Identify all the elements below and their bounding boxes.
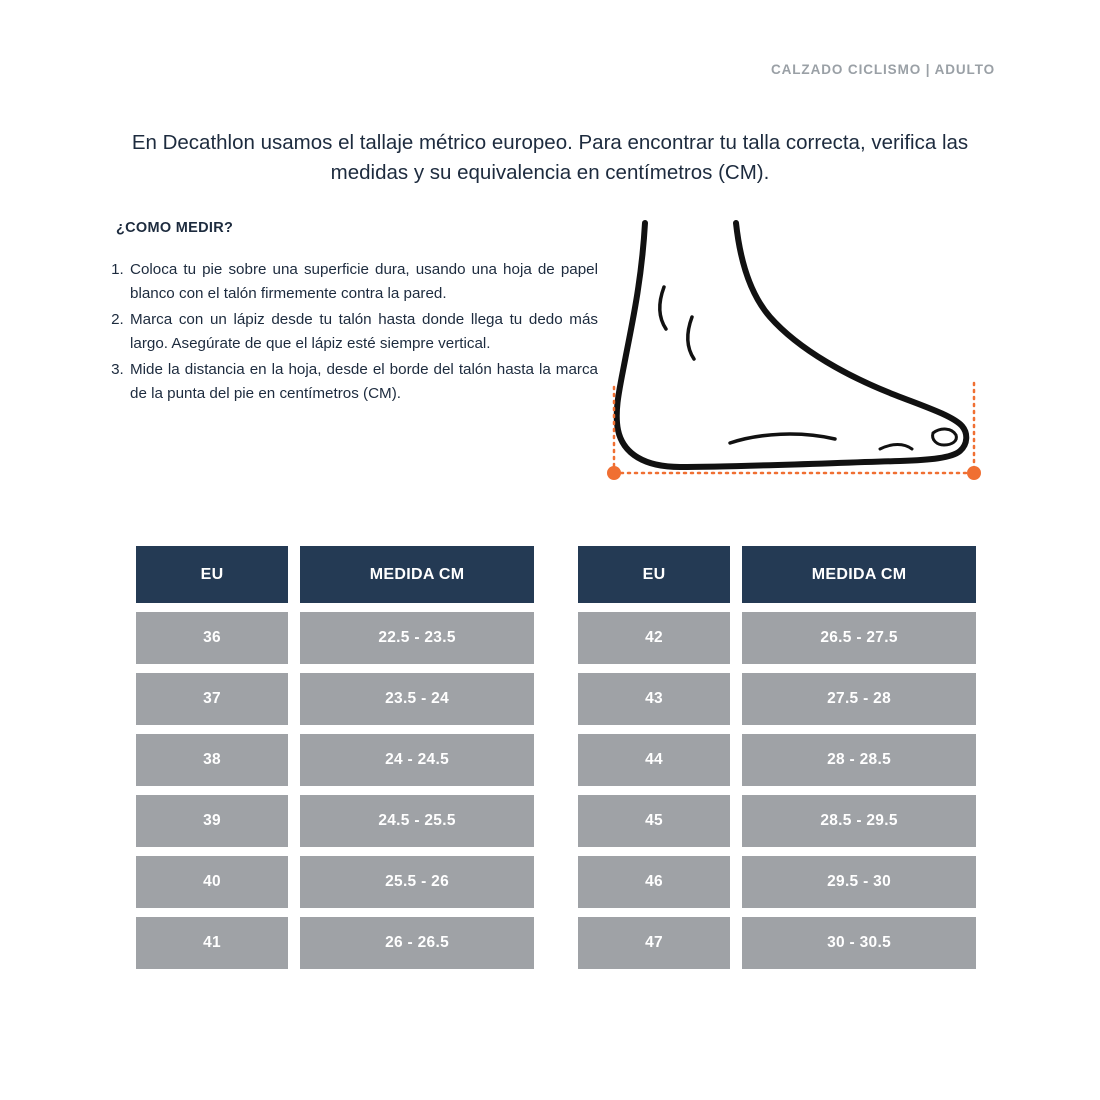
foot-side-view-icon — [600, 205, 1020, 495]
table-row — [578, 795, 976, 847]
table-header-row — [136, 546, 534, 603]
cell-eu: 41 — [136, 917, 300, 969]
intro-text: En Decathlon usamos el tallaje métrico europeo. Para encontrar tu talla correcta, verifica las medidas y su equivalencia en centímetros (CM). — [131, 131, 969, 184]
cell-cm: 24 - 24.5 — [300, 734, 534, 786]
column-header-cm: MEDIDA CM — [300, 546, 534, 603]
table-row — [136, 612, 534, 664]
cell-cm: 24.5 - 25.5 — [300, 795, 534, 847]
table-header-row — [578, 546, 976, 603]
cell-cm: 28.5 - 29.5 — [742, 795, 976, 847]
cell-cm: 30 - 30.5 — [742, 917, 976, 969]
cell-eu: 42 — [578, 612, 742, 664]
how-to-measure-steps — [98, 258, 598, 405]
table-row — [136, 734, 534, 786]
table-row — [578, 612, 976, 664]
how-to-measure-section — [98, 220, 598, 408]
cell-eu: 37 — [136, 673, 300, 725]
column-header-eu: EU — [136, 546, 300, 603]
table-row — [136, 856, 534, 908]
cell-eu: 44 — [578, 734, 742, 786]
cell-eu: 38 — [136, 734, 300, 786]
list-item: 2. Marca con un lápiz desde tu talón hasta donde llega tu dedo más largo. Asegúrate de que el lápiz esté siempre vertical. — [128, 308, 598, 355]
cell-eu: 40 — [136, 856, 300, 908]
table-row — [136, 917, 534, 969]
column-header-eu: EU — [578, 546, 742, 603]
list-item: 1. Coloca tu pie sobre una superficie dura, usando una hoja de papel blanco con el talón firmemente contra la pared. — [128, 258, 598, 305]
table-row — [578, 734, 976, 786]
cell-eu: 36 — [136, 612, 300, 664]
cell-eu: 47 — [578, 917, 742, 969]
foot-illustration — [600, 205, 1020, 495]
cell-cm: 27.5 - 28 — [742, 673, 976, 725]
cell-eu: 46 — [578, 856, 742, 908]
table-row — [136, 795, 534, 847]
table-row — [578, 673, 976, 725]
table-row — [578, 917, 976, 969]
list-item: 3. Mide la distancia en la hoja, desde el borde del talón hasta la marca de la punta del pie en centímetros (CM). — [128, 358, 598, 405]
cell-cm: 23.5 - 24 — [300, 673, 534, 725]
size-table-right — [578, 537, 976, 978]
table-row — [578, 856, 976, 908]
table-row — [136, 673, 534, 725]
cell-cm: 22.5 - 23.5 — [300, 612, 534, 664]
cell-cm: 29.5 - 30 — [742, 856, 976, 908]
how-to-measure-title: ¿COMO MEDIR? — [116, 220, 234, 236]
cell-cm: 26.5 - 27.5 — [742, 612, 976, 664]
header-eyebrow: CALZADO CICLISMO | ADULTO — [770, 62, 995, 77]
cell-cm: 25.5 - 26 — [300, 856, 534, 908]
cell-cm: 26 - 26.5 — [300, 917, 534, 969]
cell-eu: 39 — [136, 795, 300, 847]
size-table-left — [136, 537, 534, 978]
cell-eu: 43 — [578, 673, 742, 725]
cell-eu: 45 — [578, 795, 742, 847]
size-tables — [136, 537, 976, 978]
cell-cm: 28 - 28.5 — [742, 734, 976, 786]
column-header-cm: MEDIDA CM — [742, 546, 976, 603]
